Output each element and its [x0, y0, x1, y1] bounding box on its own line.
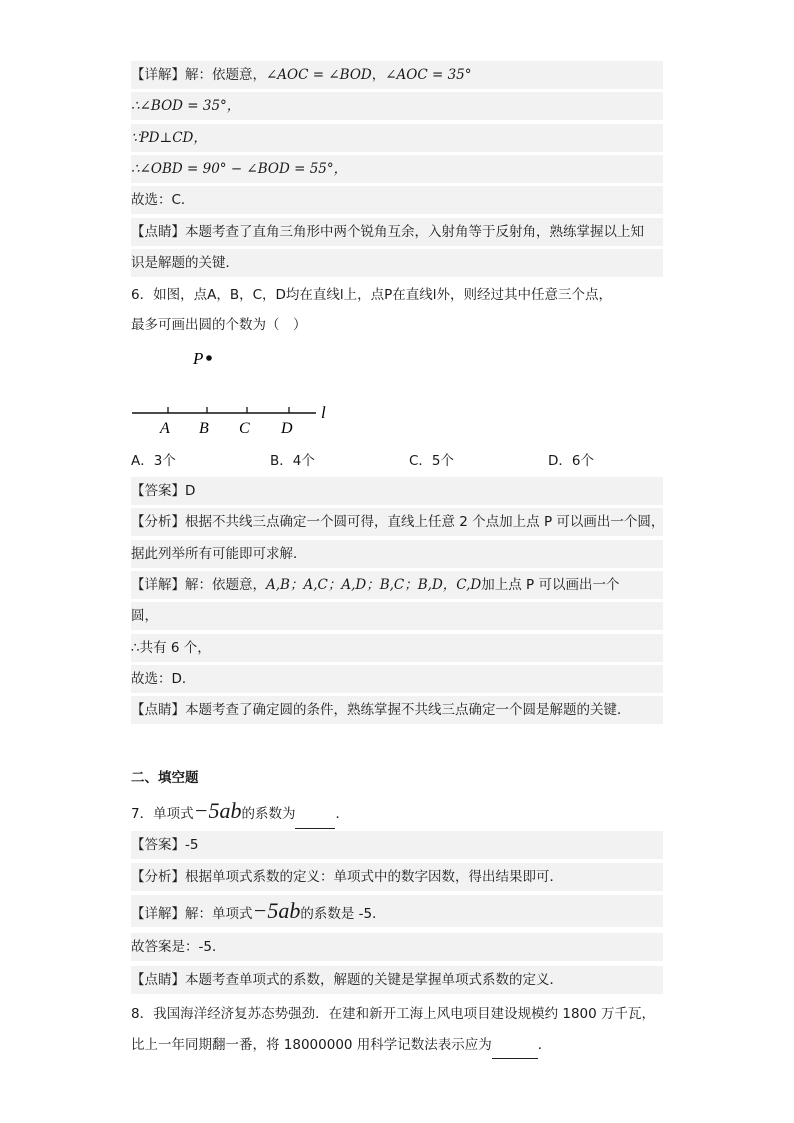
math-expression: ∴∠BOD = 35°， — [131, 98, 241, 114]
comment-text: 识是解题的关键． — [131, 255, 239, 271]
analysis-text: 根据不共线三点确定一个圆可得，直线上任意 2 个点加上点 P 可以画出一个圆， — [185, 514, 665, 530]
question-stem: 7．单项式 — [131, 806, 194, 822]
comment-tag: 【点睛】 — [131, 702, 185, 718]
q7-answer — [131, 831, 663, 859]
answer-value: D — [185, 483, 196, 499]
detail-tag: 【详解】 — [131, 67, 185, 83]
detail-tag: 【详解】 — [131, 577, 185, 593]
question-stem: ． — [335, 806, 349, 822]
q5-step-1 — [131, 92, 663, 120]
question-stem: 最多可画出圆的个数为（ ） — [131, 317, 307, 333]
point-p-dot — [206, 355, 212, 361]
answer-blank — [492, 1040, 538, 1059]
answer-blank — [295, 810, 335, 829]
comment-tag: 【点睛】 — [131, 224, 185, 240]
q6-figure — [125, 340, 345, 440]
choice-text: 故选：D． — [131, 671, 196, 687]
q6-detail-line-1 — [131, 571, 663, 599]
option-c: C．5个 — [409, 453, 455, 469]
detail-text: 解：依题意， — [185, 577, 266, 593]
q5-choice — [131, 186, 663, 214]
q7-conclusion — [131, 933, 663, 961]
question-stem: 比上一年同期翻一番，将 18000000 用科学记数法表示应为 — [131, 1037, 492, 1053]
analysis-tag: 【分析】 — [131, 869, 185, 885]
separator: ， — [371, 67, 386, 83]
q6-answer — [131, 477, 663, 505]
q7-stem — [131, 796, 663, 826]
q5-comment-line-2 — [131, 249, 663, 277]
comment-tag: 【点睛】 — [131, 972, 185, 988]
q6-comment — [131, 696, 663, 724]
detail-text: 圆， — [131, 608, 158, 624]
q7-comment — [131, 966, 663, 994]
math-expression: ∠AOC = ∠BOD — [266, 67, 372, 83]
option-d: D．6个 — [548, 453, 594, 469]
question-stem: 6．如图，点A，B，C，D均在直线l上，点P在直线l外，则经过其中任意三个点， — [131, 287, 613, 303]
option-a: A．3个 — [131, 453, 176, 469]
option-b: B．4个 — [270, 453, 315, 469]
analysis-tag: 【分析】 — [131, 514, 185, 530]
comment-text: 本题考查了直角三角形中两个锐角互余，入射角等于反射角，熟练掌握以上知 — [185, 224, 644, 240]
detail-text: ∴共有 6 个， — [131, 640, 211, 656]
q6-analysis-line-2 — [131, 540, 663, 568]
point-pairs: A,B；A,C；A,D；B,C；B,D，C,D — [266, 577, 482, 593]
q6-stem-line-2 — [131, 311, 663, 339]
q6-total — [131, 634, 663, 662]
q8-stem-line-2 — [131, 1031, 663, 1059]
q5-detail-line — [131, 61, 663, 89]
detail-text: 解：依题意， — [185, 67, 266, 83]
q5-comment-line-1 — [131, 218, 663, 246]
comment-text: 本题考查了确定圆的条件，熟练掌握不共线三点确定一个圆是解题的关键． — [185, 702, 631, 718]
point-c-label: C — [239, 420, 250, 437]
q6-stem-line-1 — [131, 281, 663, 309]
point-b-label: B — [199, 420, 209, 437]
q5-step-3 — [131, 155, 663, 183]
q7-detail — [131, 895, 663, 927]
math-expression: −5ab — [252, 898, 301, 923]
analysis-text: 据此列举所有可能即可求解． — [131, 546, 307, 562]
point-p-label: P — [193, 349, 204, 368]
math-expression: ∠AOC = 35° — [385, 67, 472, 83]
conclusion-text: 故答案是：-5． — [131, 939, 226, 955]
answer-tag: 【答案】 — [131, 837, 185, 853]
q6-choice — [131, 665, 663, 693]
q6-detail-line-2 — [131, 602, 663, 630]
analysis-text: 根据单项式系数的定义：单项式中的数字因数，得出结果即可． — [185, 869, 563, 885]
detail-text: 解：单项式 — [185, 906, 253, 922]
point-a-label: A — [160, 420, 170, 437]
detail-text: 加上点 P 可以画出一个 — [481, 577, 620, 593]
line-l-label: l — [321, 403, 326, 422]
math-expression: ∴∠OBD = 90° − ∠BOD = 55°， — [131, 161, 348, 177]
question-stem: 8．我国海洋经济复苏态势强劲．在建和新开工海上风电项目建设规模约 1800 万千瓦， — [131, 1006, 656, 1022]
comment-text: 本题考查单项式的系数，解题的关键是掌握单项式系数的定义． — [185, 972, 563, 988]
detail-text: 的系数是 -5． — [300, 906, 386, 922]
q6-analysis-line-1 — [131, 508, 663, 536]
section-heading: 二、填空题 — [131, 770, 199, 786]
q5-step-2 — [131, 124, 663, 152]
answer-value: -5 — [185, 837, 199, 853]
point-d-label: D — [281, 420, 293, 437]
math-expression: −5ab — [193, 798, 242, 823]
detail-tag: 【详解】 — [131, 906, 185, 922]
q7-analysis — [131, 863, 663, 891]
question-stem: 的系数为 — [241, 806, 296, 822]
math-expression: ∵PD⊥CD， — [131, 130, 207, 146]
answer-tag: 【答案】 — [131, 483, 185, 499]
choice-text: 故选：C． — [131, 192, 195, 208]
question-stem: ． — [537, 1037, 552, 1053]
q8-stem-line-1 — [131, 1000, 663, 1028]
